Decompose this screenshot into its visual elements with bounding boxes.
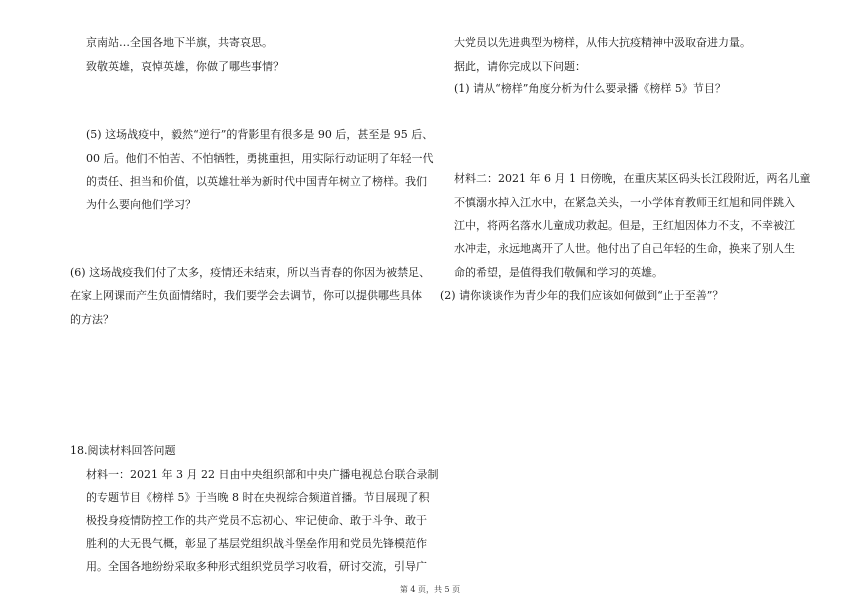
material-2-line: 命的希望，是值得我们敬佩和学习的英雄。 bbox=[454, 266, 663, 279]
material-1-line: 极投身疫情防控工作的共产党员不忘初心、牢记使命、敢于斗争、敢于 bbox=[86, 514, 427, 527]
question-5-line: 为什么要向他们学习？ bbox=[86, 198, 196, 211]
material-1-line: 的专题节目《榜样 5》于当晚 8 时在央视综合频道首播。节目展现了积 bbox=[86, 491, 430, 504]
question-line: 致敬英雄，哀悼英雄，你做了哪些事情？ bbox=[86, 60, 284, 73]
material-2-line: 材料二：2021 年 6 月 1 日傍晚，在重庆某区码头长江段附近，两名儿童 bbox=[454, 172, 811, 185]
page-footer: 第 4 页，共 5 页 bbox=[399, 585, 461, 594]
material-1-line: 大党员以先进典型为榜样，从伟大抗疫精神中汲取奋进力量。 bbox=[454, 36, 751, 49]
question-1-line: (1) 请从“榜样”角度分析为什么要录播《榜样 5》节目？ bbox=[454, 82, 726, 95]
question-6-line: 的方法？ bbox=[70, 313, 114, 326]
question-5-line: 的责任、担当和价值，以英雄壮举为新时代中国青年树立了榜样。我们 bbox=[86, 175, 427, 188]
question-5-line: 00 后。他们不怕苦、不怕牺牲，勇挑重担，用实际行动证明了年轻一代 bbox=[86, 152, 434, 165]
material-2-line: 不慎溺水掉入江水中，在紧急关头，一小学体育教师王红旭和同伴跳入 bbox=[454, 196, 795, 209]
question-5-line: (5) 这场战疫中，毅然“逆行”的背影里有很多是 90 后，甚至是 95 后、 bbox=[86, 128, 434, 141]
material-2-line: 水冲走，永远地离开了人世。他付出了自己年轻的生命，换来了别人生 bbox=[454, 242, 795, 255]
paragraph-line: 京南站…全国各地下半旗，共寄哀思。 bbox=[86, 36, 273, 49]
material-1-line: 材料一：2021 年 3 月 22 日由中央组织部和中央广播电视总台联合录制 bbox=[86, 468, 439, 481]
question-6-line: 在家上网课而产生负面情绪时，我们要学会去调节，你可以提供哪些具体 bbox=[70, 289, 422, 302]
material-1-line: 胜利的大无畏气概，彰显了基层党组织战斗堡垒作用和党员先锋模范作 bbox=[86, 537, 427, 550]
instruction-line: 据此，请你完成以下问题： bbox=[454, 60, 586, 73]
question-2-line: (2) 请你谈谈作为青少年的我们应该如何做到“止于至善”？ bbox=[440, 289, 724, 302]
material-2-line: 江中，将两名落水儿童成功救起。但是，王红旭因体力不支，不幸被江 bbox=[454, 219, 795, 232]
material-1-line: 用。全国各地纷纷采取多种形式组织党员学习收看，研讨交流，引导广 bbox=[86, 560, 427, 573]
question-18-title: 18.阅读材料回答问题 bbox=[70, 444, 176, 457]
question-6-line: (6) 这场战疫我们付了太多，疫情还未结束，所以当青春的你因为被禁足、 bbox=[70, 266, 431, 279]
